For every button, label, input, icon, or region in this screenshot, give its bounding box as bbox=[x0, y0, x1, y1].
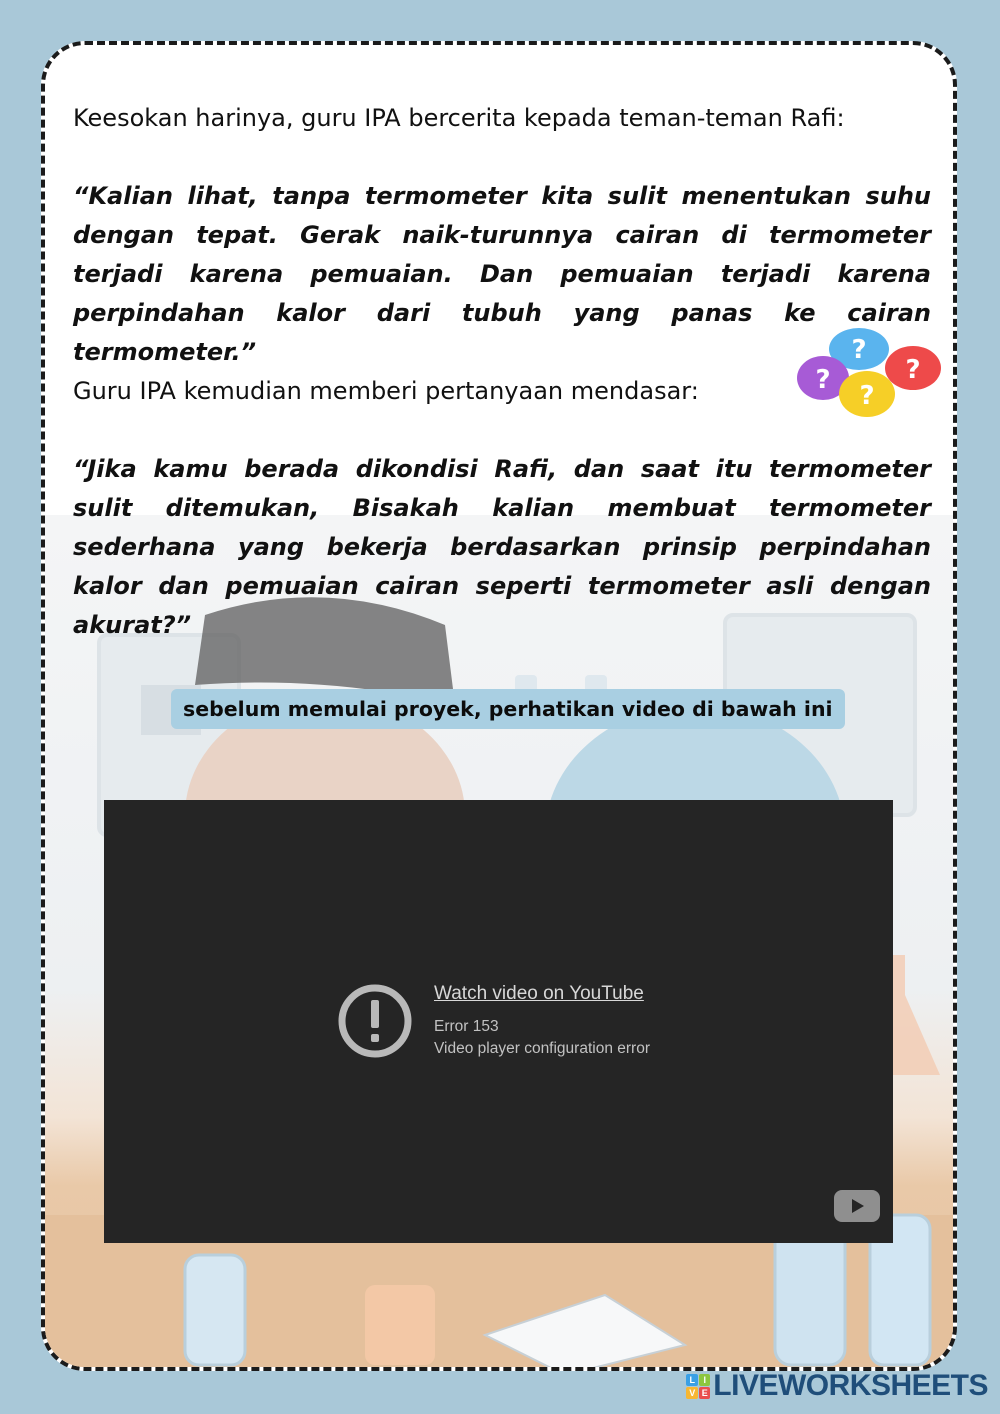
question-bubbles-icon bbox=[797, 327, 947, 427]
question-intro-text: Guru IPA kemudian memberi pertanyaan mendasar: bbox=[73, 377, 699, 405]
bubble-mark-blue: ? bbox=[851, 335, 867, 365]
logo-letter: L bbox=[686, 1374, 698, 1386]
youtube-play-icon[interactable] bbox=[834, 1190, 880, 1222]
logo-letter: V bbox=[686, 1387, 698, 1399]
intro-text: Keesokan harinya, guru IPA bercerita kepada teman-teman Rafi: bbox=[73, 104, 845, 132]
bubble-mark-red: ? bbox=[905, 355, 921, 385]
logo-letter: I bbox=[699, 1374, 711, 1386]
driving-question: “Jika kamu berada dikondisi Rafi, dan saat itu termometer sulit ditemukan, Bisakah kalian membuat termometer sederhana yang bekerja berdasarkan prinsip perpindahan kalor dan pemuaian cairan seperti termometer asli dengan akurat?” bbox=[73, 455, 931, 639]
youtube-video-player[interactable] bbox=[104, 800, 893, 1243]
logo-letter: E bbox=[699, 1387, 711, 1399]
bubble-mark-yellow: ? bbox=[859, 381, 875, 411]
watch-on-youtube-link[interactable]: Watch video on YouTube bbox=[434, 983, 644, 1004]
video-instruction-banner: sebelum memulai proyek, perhatikan video di bawah ini bbox=[171, 689, 845, 729]
teacher-quote: “Kalian lihat, tanpa termometer kita sulit menentukan suhu dengan tepat. Gerak naik-turunnya cairan di termometer terjadi karena pemuaian. Dan pemuaian terjadi karena perpindahan kalor dari tubuh yang panas ke cairan termometer.” bbox=[73, 182, 931, 366]
bubble-mark-purple: ? bbox=[815, 365, 831, 395]
error-code: Error 153 bbox=[434, 1018, 499, 1035]
error-message: Video player configuration error bbox=[434, 1040, 650, 1057]
exclamation-circle-icon bbox=[337, 983, 413, 1059]
brand-name: LIVEWORKSHEETS bbox=[713, 1369, 988, 1402]
worksheet-card bbox=[41, 41, 957, 1371]
liveworksheets-logo bbox=[686, 1369, 988, 1403]
liveworksheets-logo-icon bbox=[686, 1374, 710, 1398]
